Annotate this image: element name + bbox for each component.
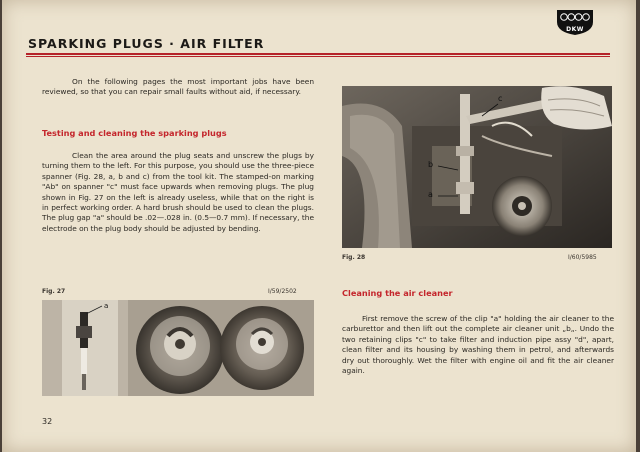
fig28-ref: I/60/5985 — [568, 254, 597, 261]
plugs-paragraph: Clean the area around the plug seats and unscrew the plugs by turning them to the left. For this purpose, you should use the three-piece spanner (Fig. 28, a, b and c) from the tool kit. The stamped-on marking "Ab" on spanner "c" must face upwards when removing plugs. The plug shown in Fig. 27 on the left is already useless, while that on the right is in perfect working order. A hard brush should be used to clean the plugs. The plug gap "a" should be .02—.028 in. (0.5—0.7 mm). If necessary, the electrode on the plug body should be adjusted by bending. — [42, 151, 314, 233]
air-cleaner-paragraph: First remove the screw of the clip "a" holding the air cleaner to the carburettor and then lift out the complete air cleaner unit „b„. Undo the two retaining clips "c" to take filter and induction pipe assy "d", apart, clean filter and its housing by washing them in petrol, and afterwards dry out thoroughly. Wet the filter with engine oil and fit the air cleaner again. — [342, 314, 614, 376]
fig28-callout-a: a — [428, 190, 433, 199]
page-title: SPARKING PLUGS · AIR FILTER — [28, 36, 265, 51]
logo-label: DKW — [566, 26, 584, 33]
dkw-logo — [555, 8, 595, 36]
fig28-label: Fig. 28 — [342, 254, 366, 261]
fig27-ref: I/59/2502 — [268, 288, 297, 295]
fig27-label: Fig. 27 — [42, 288, 66, 295]
fig27-callout-a: a — [104, 302, 109, 310]
fig27-photo — [42, 300, 314, 396]
section-heading-plugs: Testing and cleaning the sparking plugs — [42, 128, 227, 138]
header-rule-thin — [26, 56, 610, 57]
fig28-photo — [342, 86, 612, 248]
header-rule — [26, 53, 610, 55]
section-heading-air-cleaner: Cleaning the air cleaner — [342, 288, 453, 298]
fig28-callout-c: c — [498, 94, 503, 103]
intro-paragraph: On the following pages the most important jobs have been reviewed, so that you can repair small faults without aid, if necessary. — [42, 77, 314, 97]
manual-page — [2, 0, 636, 452]
page-number: 32 — [42, 417, 53, 426]
fig28-callout-b: b — [428, 160, 434, 169]
